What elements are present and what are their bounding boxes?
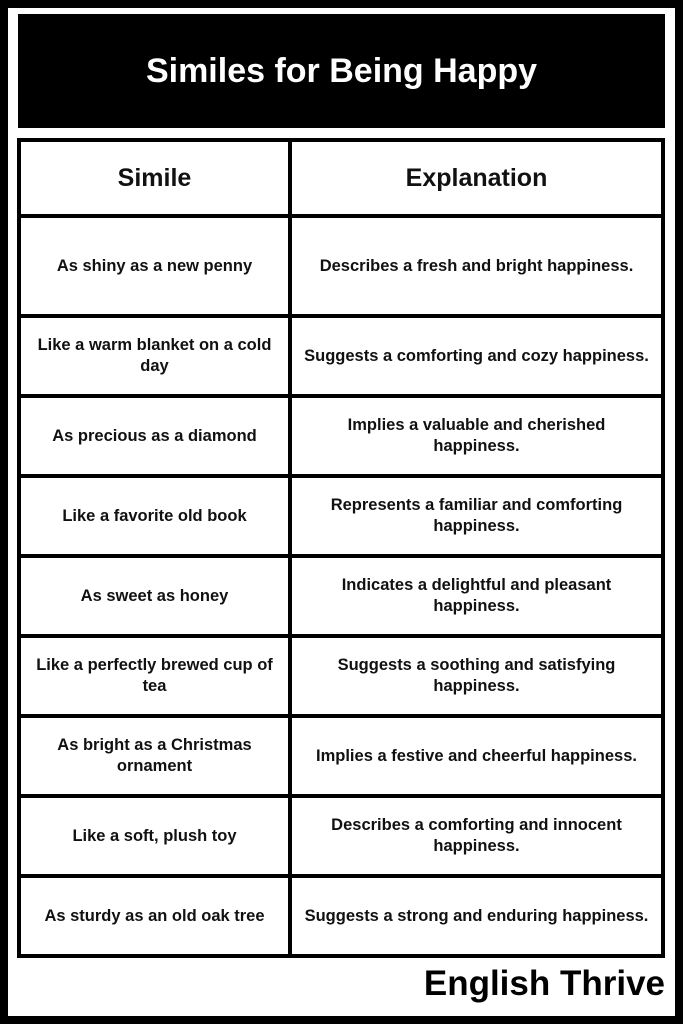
column-header-simile: Simile xyxy=(19,140,290,216)
table-row xyxy=(19,216,663,316)
explanation-cell: Describes a fresh and bright happiness. xyxy=(290,216,663,316)
explanation-cell: Suggests a soothing and satisfying happiness. xyxy=(290,636,663,716)
table-row xyxy=(19,876,663,956)
table-header-row xyxy=(19,140,663,216)
similes-table xyxy=(17,138,665,958)
column-header-explanation: Explanation xyxy=(290,140,663,216)
table-row xyxy=(19,476,663,556)
explanation-cell: Represents a familiar and comforting happiness. xyxy=(290,476,663,556)
table-row xyxy=(19,716,663,796)
explanation-cell: Suggests a comforting and cozy happiness. xyxy=(290,316,663,396)
table-row xyxy=(19,636,663,716)
simile-cell: Like a warm blanket on a cold day xyxy=(19,316,290,396)
simile-cell: Like a favorite old book xyxy=(19,476,290,556)
simile-cell: Like a soft, plush toy xyxy=(19,796,290,876)
explanation-cell: Implies a festive and cheerful happiness. xyxy=(290,716,663,796)
simile-cell: As shiny as a new penny xyxy=(19,216,290,316)
table-row xyxy=(19,796,663,876)
table-row xyxy=(19,556,663,636)
simile-cell: Like a perfectly brewed cup of tea xyxy=(19,636,290,716)
explanation-cell: Implies a valuable and cherished happiness. xyxy=(290,396,663,476)
table-row xyxy=(19,396,663,476)
brand-wordmark: English Thrive xyxy=(423,964,665,1003)
page-title: Similes for Being Happy xyxy=(18,14,665,128)
simile-cell: As precious as a diamond xyxy=(19,396,290,476)
simile-cell: As sturdy as an old oak tree xyxy=(19,876,290,956)
page-frame xyxy=(8,8,675,1016)
table-row xyxy=(19,316,663,396)
simile-cell: As sweet as honey xyxy=(19,556,290,636)
explanation-cell: Indicates a delightful and pleasant happiness. xyxy=(290,556,663,636)
explanation-cell: Describes a comforting and innocent happiness. xyxy=(290,796,663,876)
simile-cell: As bright as a Christmas ornament xyxy=(19,716,290,796)
explanation-cell: Suggests a strong and enduring happiness. xyxy=(290,876,663,956)
